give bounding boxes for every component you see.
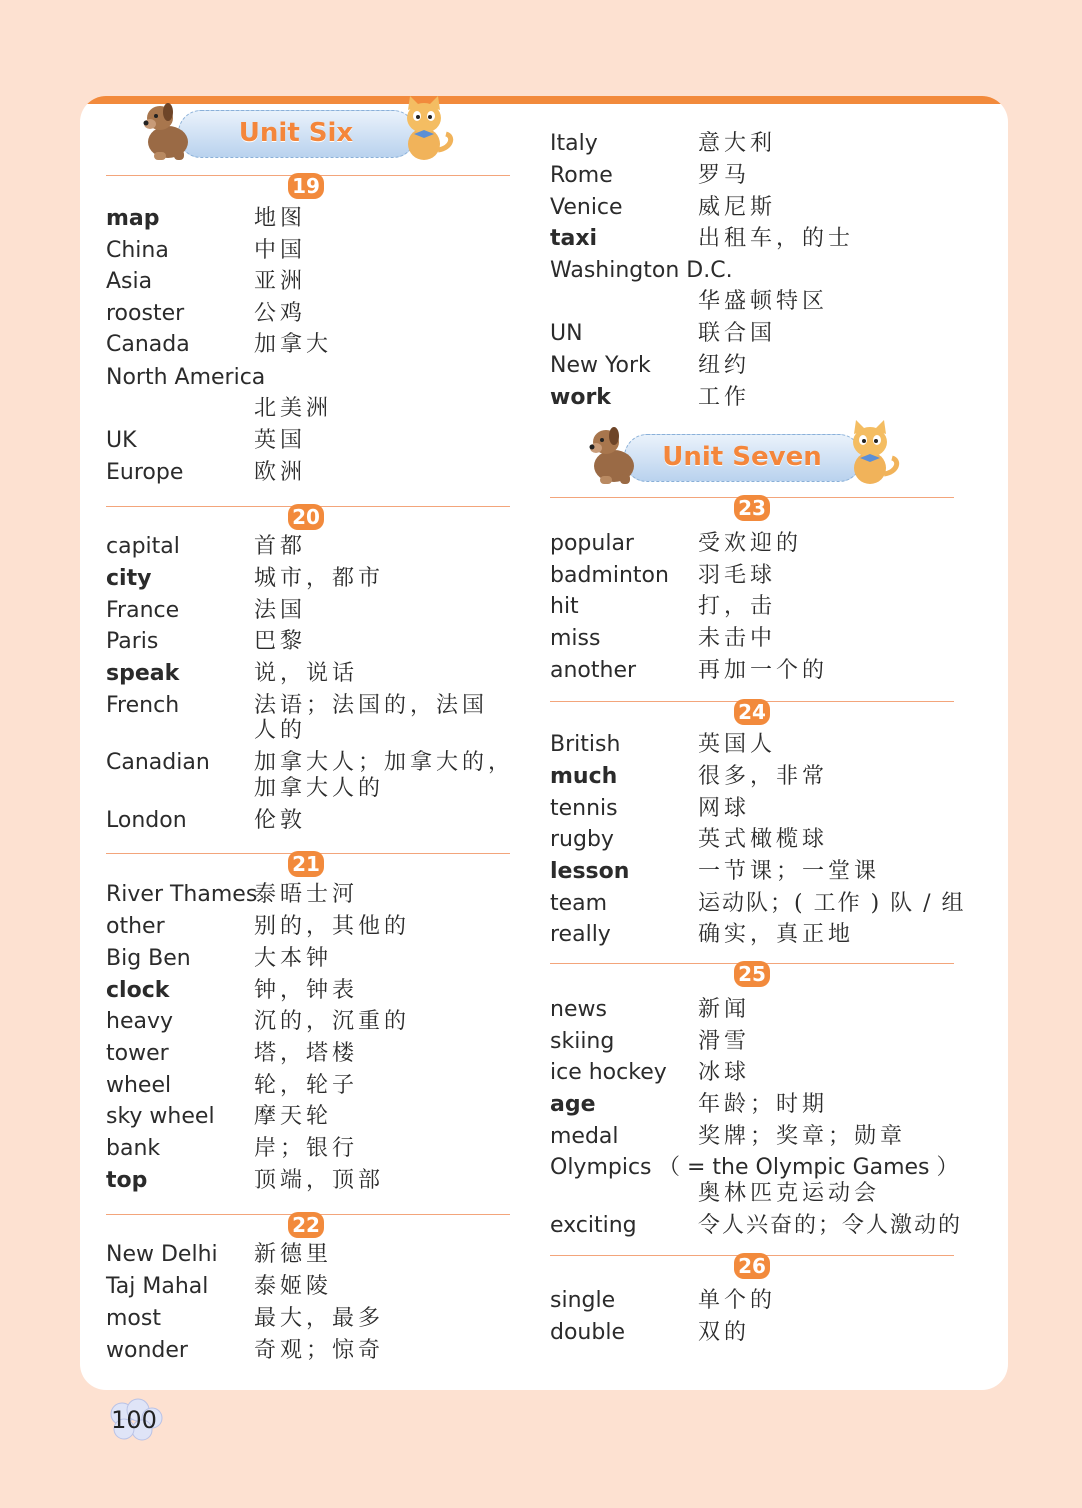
word: news (550, 997, 607, 1022)
word: bank (106, 1136, 161, 1161)
meaning-continued: 加拿大人的 (254, 776, 385, 801)
meaning: 意大利 (698, 131, 777, 156)
meaning: 加拿大 (254, 332, 333, 357)
word: Washington D.C. (550, 258, 733, 283)
word: New York (550, 353, 651, 378)
meaning: 工作 (698, 385, 751, 410)
dog-icon (584, 422, 642, 486)
meaning: 泰姬陵 (254, 1274, 333, 1299)
word: most (106, 1306, 161, 1331)
section-number: 22 (288, 1212, 324, 1238)
word: top (106, 1168, 148, 1193)
word: Olympics (550, 1155, 652, 1180)
meaning: 大本钟 (254, 946, 333, 971)
meaning: 欧洲 (254, 460, 307, 485)
word: wheel (106, 1073, 172, 1098)
word: Europe (106, 460, 184, 485)
meaning: 奥林匹克运动会 (698, 1181, 881, 1206)
meaning: 首都 (254, 534, 307, 559)
meaning: 法国 (254, 598, 307, 623)
word: skiing (550, 1029, 615, 1054)
section-number: 19 (288, 173, 324, 199)
word: UK (106, 428, 137, 453)
meaning-continued: 人的 (254, 718, 307, 743)
meaning: 塔，塔楼 (254, 1041, 359, 1066)
meaning: 新德里 (254, 1242, 333, 1267)
meaning: 双的 (698, 1320, 751, 1345)
section-number: 26 (734, 1253, 770, 1279)
word: miss (550, 626, 601, 651)
word: New Delhi (106, 1242, 218, 1267)
meaning: 沉的，沉重的 (254, 1009, 411, 1034)
meaning-note: （ = the Olympic Games ） (658, 1155, 959, 1180)
word: Canada (106, 332, 190, 357)
word: medal (550, 1124, 619, 1149)
meaning: 地图 (254, 206, 307, 231)
meaning: 滑雪 (698, 1029, 751, 1054)
word: double (550, 1320, 625, 1345)
word: rugby (550, 827, 614, 852)
meaning: 华盛顿特区 (698, 289, 829, 314)
word: rooster (106, 301, 185, 326)
word: popular (550, 531, 634, 556)
meaning: 新闻 (698, 997, 751, 1022)
word: capital (106, 534, 180, 559)
word: Venice (550, 195, 623, 220)
meaning: 说，说话 (254, 661, 359, 686)
meaning: 奖牌；奖章；勋章 (698, 1124, 907, 1149)
meaning: 英国人 (698, 732, 777, 757)
meaning: 钟，钟表 (254, 978, 359, 1003)
word: tower (106, 1041, 169, 1066)
word: city (106, 566, 152, 591)
word: another (550, 658, 637, 683)
section-number: 23 (734, 495, 770, 521)
word: heavy (106, 1009, 173, 1034)
cat-icon (394, 94, 456, 162)
meaning: 羽毛球 (698, 563, 777, 588)
left-column (106, 0, 515, 1400)
word: speak (106, 661, 180, 686)
word: Big Ben (106, 946, 191, 971)
meaning: 网球 (698, 796, 751, 821)
meaning: 奇观；惊奇 (254, 1338, 385, 1363)
cat-icon (840, 418, 902, 486)
meaning: 亚洲 (254, 269, 307, 294)
word: other (106, 914, 165, 939)
section-number: 25 (734, 961, 770, 987)
meaning: 单个的 (698, 1288, 777, 1313)
meaning: 冰球 (698, 1060, 751, 1085)
meaning: 顶端，顶部 (254, 1168, 385, 1193)
word: Paris (106, 629, 159, 654)
word: team (550, 891, 608, 916)
word: exciting (550, 1213, 637, 1238)
section-number: 20 (288, 504, 324, 530)
word: UN (550, 321, 583, 346)
word: badminton (550, 563, 669, 588)
meaning: 年龄；时期 (698, 1092, 829, 1117)
word: tennis (550, 796, 618, 821)
word: work (550, 385, 611, 410)
word: Asia (106, 269, 153, 294)
meaning: 英式橄榄球 (698, 827, 829, 852)
word: North America (106, 365, 266, 390)
word: China (106, 238, 169, 263)
page-number (108, 1398, 164, 1442)
dog-icon (138, 98, 196, 162)
word: much (550, 764, 618, 789)
meaning: 英国 (254, 428, 307, 453)
word: Canadian (106, 750, 210, 775)
meaning: 中国 (254, 238, 307, 263)
meaning: 运动队；( 工作 ) 队 / 组 (698, 891, 966, 916)
word: wonder (106, 1338, 188, 1363)
word: really (550, 922, 611, 947)
meaning: 再加一个的 (698, 658, 829, 683)
meaning: 巴黎 (254, 629, 307, 654)
meaning: 摩天轮 (254, 1104, 333, 1129)
meaning: 轮，轮子 (254, 1073, 359, 1098)
meaning: 令人兴奋的；令人激动的 (698, 1213, 963, 1238)
meaning: 伦敦 (254, 808, 307, 833)
unit-six-banner (138, 94, 468, 164)
unit-title: Unit Six (238, 118, 354, 148)
meaning: 加拿大人；加拿大的， (254, 750, 515, 775)
meaning: 北美洲 (254, 396, 333, 421)
word: Italy (550, 131, 598, 156)
right-column (550, 0, 966, 1400)
word: sky wheel (106, 1104, 215, 1129)
word: age (550, 1092, 596, 1117)
word: clock (106, 978, 170, 1003)
page-number-text: 100 (111, 1406, 157, 1434)
section-number: 24 (734, 699, 770, 725)
word: single (550, 1288, 616, 1313)
meaning: 公鸡 (254, 301, 307, 326)
word: ice hockey (550, 1060, 667, 1085)
meaning: 未击中 (698, 626, 777, 651)
word: France (106, 598, 180, 623)
unit-seven-banner (584, 418, 914, 488)
meaning: 受欢迎的 (698, 531, 803, 556)
meaning: 确实，真正地 (698, 922, 855, 947)
meaning: 罗马 (698, 163, 751, 188)
word: Rome (550, 163, 613, 188)
section-number: 21 (288, 851, 324, 877)
word: lesson (550, 859, 630, 884)
word: British (550, 732, 621, 757)
word: French (106, 693, 180, 718)
meaning: 出租车，的士 (698, 226, 855, 251)
unit-title: Unit Seven (662, 442, 822, 472)
word: hit (550, 594, 579, 619)
meaning: 威尼斯 (698, 195, 777, 220)
meaning: 法语；法国的，法国 (254, 693, 489, 718)
meaning: 岸；银行 (254, 1136, 359, 1161)
meaning: 一节课；一堂课 (698, 859, 881, 884)
meaning: 最大，最多 (254, 1306, 385, 1331)
word: River Thames (106, 882, 258, 907)
meaning: 纽约 (698, 353, 751, 378)
word: Taj Mahal (106, 1274, 209, 1299)
meaning: 城市，都市 (254, 566, 385, 591)
meaning: 别的，其他的 (254, 914, 411, 939)
word: London (106, 808, 187, 833)
meaning: 联合国 (698, 321, 777, 346)
meaning: 泰晤士河 (254, 882, 359, 907)
meaning: 很多，非常 (698, 764, 829, 789)
word: taxi (550, 226, 598, 251)
word: map (106, 206, 160, 231)
meaning: 打，击 (698, 594, 777, 619)
